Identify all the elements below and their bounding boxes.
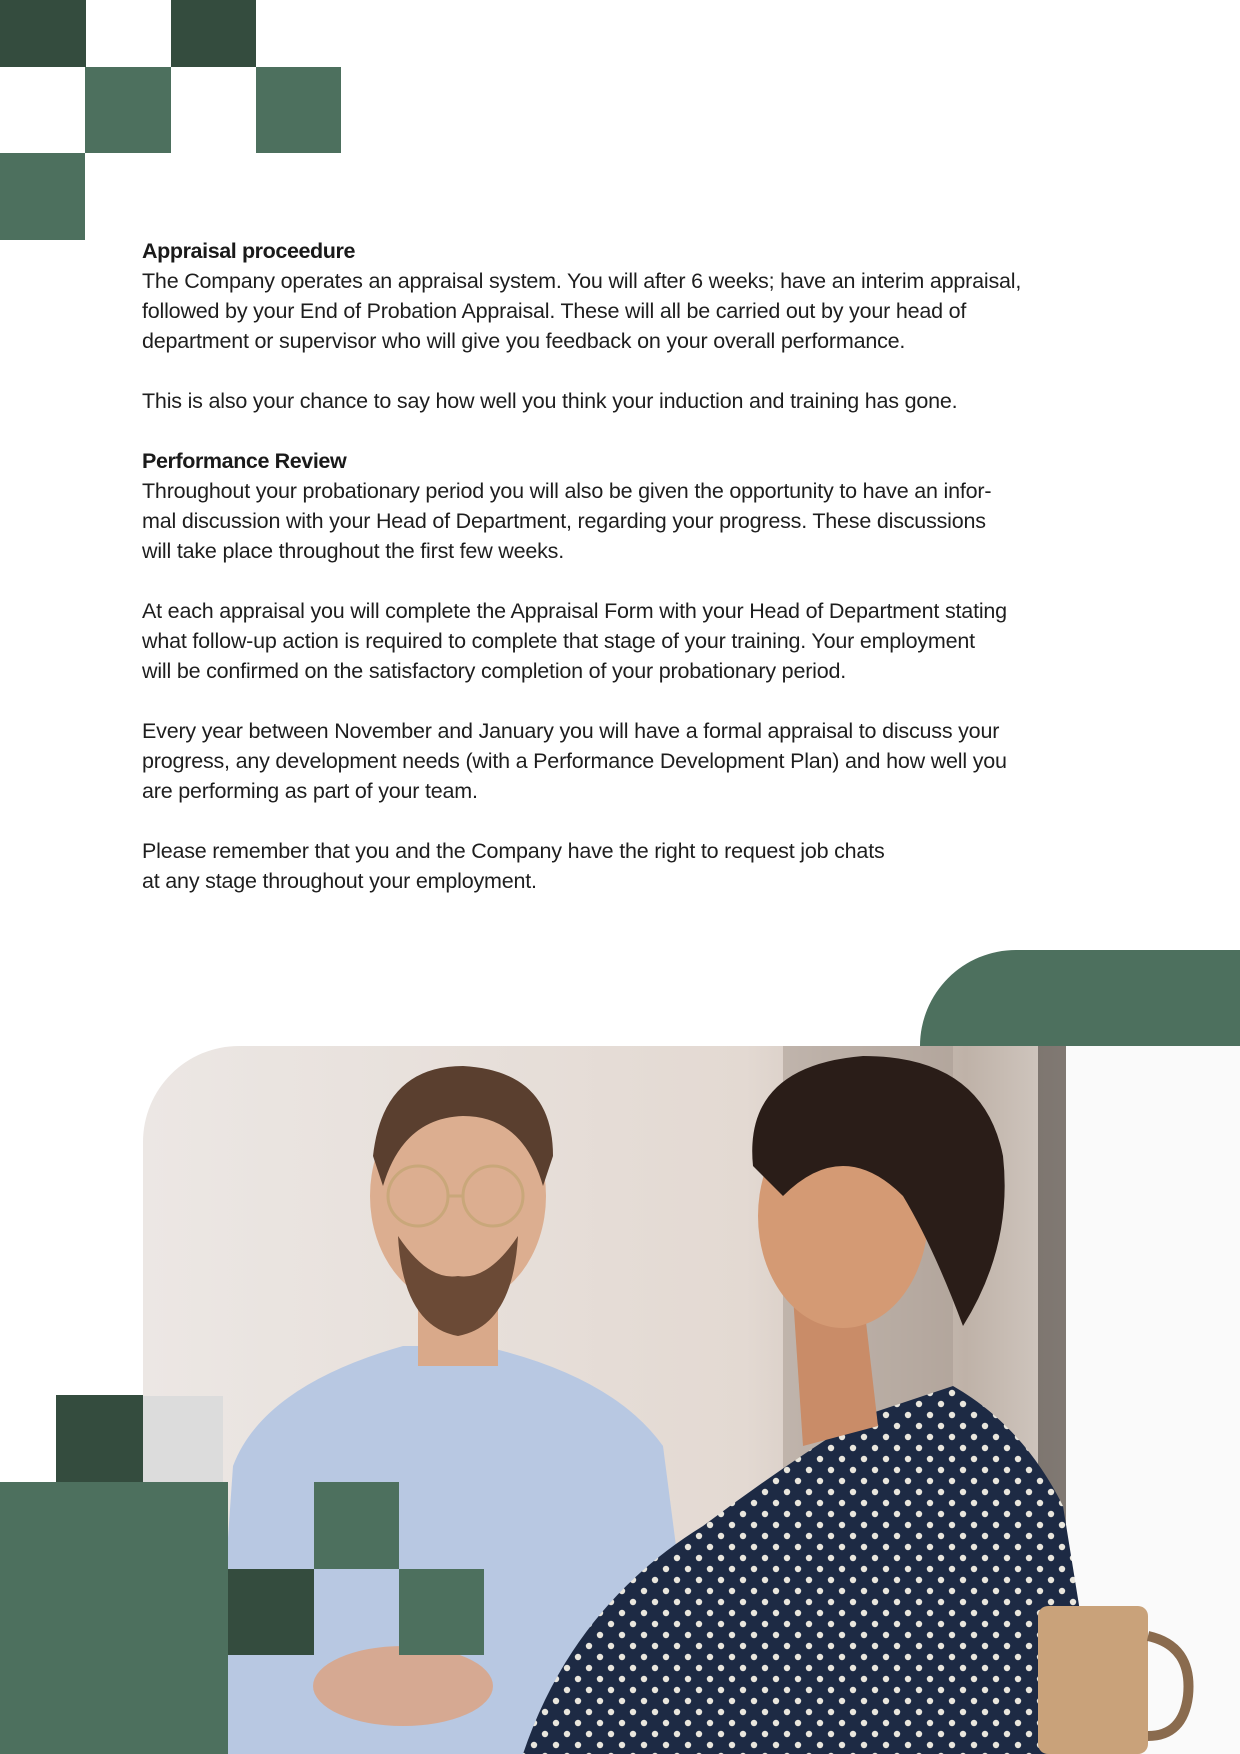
decor-square [0,1482,228,1754]
paragraph: Throughout your probationary period you will also be given the opportunity to have an infor- mal discussion with your Head of Department, regarding your progress. These discussions will take place throughout the first few weeks. [142,479,992,563]
decor-square [314,1482,399,1569]
section-heading-appraisal: Appraisal proceedure [142,239,356,263]
paragraph: The Company operates an appraisal system. You will after 6 weeks; have an interim appraisal, followed by your End of Probation Appraisal. These will all be carried out by your head of department or supervisor who will give you feedback on your overall performance. [142,269,1022,353]
document-body [142,236,1082,896]
paragraph: Every year between November and January you will have a formal appraisal to discuss your progress, any development needs (with a Performance Development Plan) and how well you are performing as part of your team. [142,719,1007,803]
paragraph: This is also your chance to say how well you think your induction and training has gone. [142,389,958,413]
decor-square [228,1569,314,1655]
paragraph: Please remember that you and the Company have the right to request job chats at any stage throughout your employment. [142,839,885,893]
decor-square [0,0,86,67]
paragraph: At each appraisal you will complete the Appraisal Form with your Head of Department stating what follow-up action is required to complete that stage of your training. Your employment will be confirmed on the satisfactory completion of your probationary period. [142,599,1007,683]
decor-square [256,67,341,153]
decor-square [0,153,85,240]
decor-square [399,1569,484,1655]
decor-rounded-tab [920,950,1240,1046]
decor-square [171,0,256,67]
decor-square [85,67,171,153]
section-heading-performance-review: Performance Review [142,449,347,473]
decor-square [56,1395,143,1482]
